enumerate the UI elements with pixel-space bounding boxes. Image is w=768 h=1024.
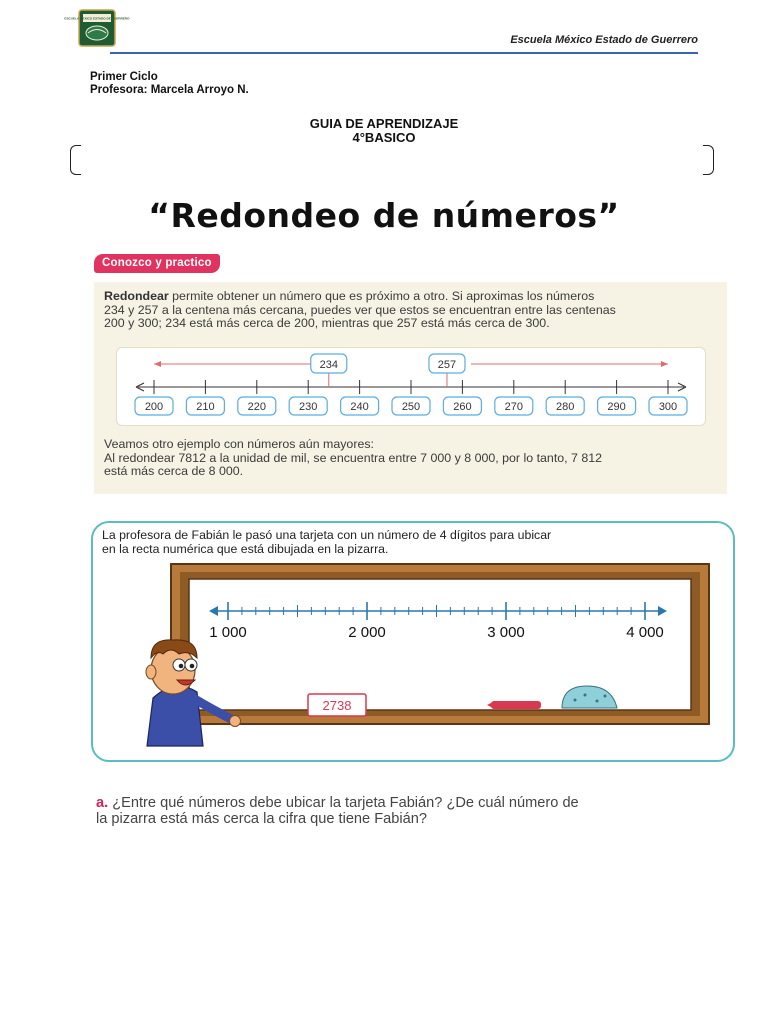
question-line-2: la pizarra está más cerca la cifra que tiene Fabián? <box>96 811 427 827</box>
tick-label: 240 <box>350 401 369 413</box>
header-info <box>90 71 249 97</box>
intro-bold-word: Redondear <box>104 289 169 303</box>
red-arrow-right-head <box>661 361 668 367</box>
tick-label: 200 <box>144 401 164 413</box>
header-rule <box>110 52 698 54</box>
example-line-3: está más cerca de 8 000. <box>104 464 244 478</box>
tick-label: 210 <box>196 401 215 413</box>
board-label: 4 000 <box>626 624 664 641</box>
chalkboard <box>125 560 715 735</box>
school-name: Escuela México Estado de Guerrero <box>510 34 698 46</box>
question-line-1-text: ¿Entre qué números debe ubicar la tarjeta Fabián? ¿De cuál número de <box>108 795 579 811</box>
intro-line-1-rest: permite obtener un número que es próximo a otro. Si aproximas los números <box>168 289 595 303</box>
tick-label: 250 <box>401 401 421 413</box>
board-label: 1 000 <box>209 624 247 641</box>
tick-label: 300 <box>658 401 678 413</box>
chalk <box>491 701 541 709</box>
bracket-right <box>703 145 714 175</box>
question-letter: a. <box>96 795 109 811</box>
sponge-dot <box>584 694 587 697</box>
tick-label: 220 <box>247 401 266 413</box>
board-label: 2 000 <box>348 624 386 641</box>
example-paragraph <box>104 438 602 479</box>
activity-line-2: en la recta numérica que está dibujada en la pizarra. <box>102 541 389 556</box>
tick-label: 260 <box>453 401 472 413</box>
question-line-1 <box>96 795 579 811</box>
guide-title: GUIA DE APRENDIZAJE <box>309 116 459 131</box>
guide-grade: 4°BASICO <box>352 130 416 145</box>
page-title: “Redondeo de números” <box>148 196 620 235</box>
board-label: 3 000 <box>487 624 525 641</box>
sponge-dot <box>596 700 599 703</box>
school-logo <box>64 9 130 47</box>
example-line-2: Al redondear 7812 a la unidad de mil, se encuentra entre 7 000 y 8 000, por lo tanto, 7 812 <box>104 450 603 465</box>
teacher-label: Profesora: Marcela Arroyo N. <box>90 84 249 96</box>
number-card-value: 2738 <box>322 698 352 713</box>
activity-text <box>102 529 551 556</box>
intro-line-1 <box>104 290 616 304</box>
marker-label: 234 <box>319 359 338 371</box>
sponge-dot <box>604 695 607 698</box>
tick-label: 270 <box>504 401 523 413</box>
tick-label: 280 <box>556 401 575 413</box>
question-a <box>96 795 579 827</box>
number-line <box>116 347 706 425</box>
tick-label: 290 <box>607 401 626 413</box>
sponge-dot <box>574 699 577 702</box>
tick-label: 230 <box>299 401 318 413</box>
cycle-label: Primer Ciclo <box>90 71 158 83</box>
intro-paragraph <box>104 290 616 331</box>
marker-label: 257 <box>437 359 457 371</box>
logo-text: ESCUELA MEXICO ESTADO DE GUERRERO <box>64 16 130 21</box>
intro-line-3: 200 y 300; 234 está más cerca de 200, mientras que 257 está más cerca de 300. <box>104 316 550 330</box>
intro-line-2: 234 y 257 a la centena más cercana, puedes ver que estos se encuentran entre las centenas <box>104 302 616 317</box>
red-arrow-left-head <box>154 361 161 367</box>
bracket-left <box>70 145 81 175</box>
board-surface <box>189 579 691 710</box>
section-pill: Conozco y practico <box>94 254 220 273</box>
guide-heading <box>0 117 768 145</box>
activity-line-1: La profesora de Fabián le pasó una tarjeta con un número de 4 dígitos para ubicar <box>102 528 552 542</box>
example-line-1: Veamos otro ejemplo con números aún mayores: <box>104 437 374 451</box>
